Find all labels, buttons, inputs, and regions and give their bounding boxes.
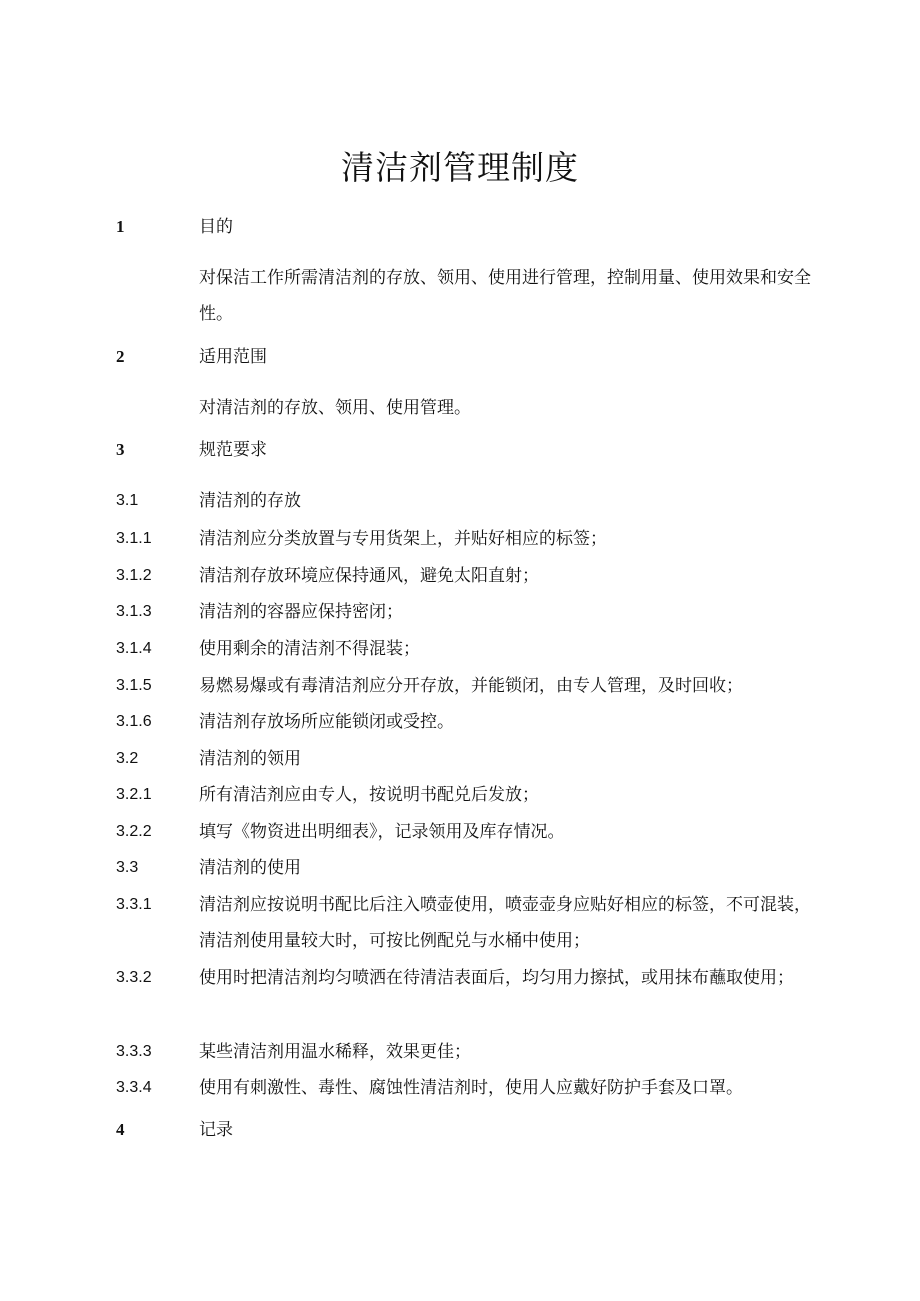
section-number: 4 <box>116 1120 125 1139</box>
section-number: 1 <box>116 217 125 236</box>
section-label: 目的 <box>199 217 233 237</box>
clause-row <box>0 671 920 701</box>
section-paragraph: 对保洁工作所需清洁剂的存放、领用、使用进行管理，控制用量、使用效果和安全性。 <box>199 268 811 324</box>
clause-number: 3.2 <box>116 750 139 767</box>
clause-number: 3.1 <box>116 492 139 509</box>
clause-number: 3.2.1 <box>116 786 152 803</box>
clause-text: 清洁剂的使用 <box>199 858 301 878</box>
clause-text: 清洁剂应分类放置与专用货架上，并贴好相应的标签； <box>199 529 607 549</box>
section-heading <box>0 212 920 242</box>
clause-text: 清洁剂应按说明书配比后注入喷壶使用，喷壶壶身应贴好相应的标签，不可混装，清洁剂使用量较大时，可按比例配兑与水桶中使用； <box>199 895 811 951</box>
section-paragraph: 对清洁剂的存放、领用、使用管理。 <box>199 398 471 418</box>
clause-number: 3.3 <box>116 859 139 876</box>
clause-text: 使用有刺激性、毒性、腐蚀性清洁剂时，使用人应戴好防护手套及口罩。 <box>199 1078 743 1098</box>
clause-row <box>0 780 920 810</box>
clause-row <box>0 1073 920 1103</box>
clause-text: 填写《物资进出明细表》，记录领用及库存情况。 <box>199 822 565 842</box>
section-heading <box>0 1115 920 1145</box>
clause-number: 3.1.2 <box>116 567 152 584</box>
section-label: 适用范围 <box>199 347 267 367</box>
clause-text: 清洁剂的容器应保持密闭； <box>199 602 403 622</box>
clause-row <box>0 707 920 737</box>
clause-text: 某些清洁剂用温水稀释，效果更佳； <box>199 1042 471 1062</box>
clause-text: 清洁剂的存放 <box>199 491 301 511</box>
clause-text: 清洁剂的领用 <box>199 749 301 769</box>
clause-row <box>0 597 920 627</box>
clause-row <box>0 634 920 664</box>
clause-row <box>0 853 920 883</box>
clause-number: 3.3.4 <box>116 1079 152 1096</box>
clause-row <box>0 963 920 1035</box>
section-label: 记录 <box>199 1120 233 1140</box>
clause-number: 3.1.5 <box>116 677 152 694</box>
clause-number: 3.3.2 <box>116 969 152 986</box>
clause-row <box>0 486 920 516</box>
clause-number: 3.1.3 <box>116 603 152 620</box>
clause-number: 3.1.6 <box>116 713 152 730</box>
clause-number: 3.1.4 <box>116 640 152 657</box>
clause-text: 使用剩余的清洁剂不得混装； <box>199 639 420 659</box>
section-label: 规范要求 <box>199 440 267 460</box>
clause-row <box>0 524 920 554</box>
clause-text: 易燃易爆或有毒清洁剂应分开存放，并能锁闭，由专人管理，及时回收； <box>199 676 743 696</box>
section-number: 3 <box>116 440 125 459</box>
clause-row <box>0 890 920 962</box>
clause-row <box>0 1037 920 1067</box>
clause-number: 3.3.1 <box>116 896 152 913</box>
clause-row <box>0 817 920 847</box>
clause-text: 清洁剂存放环境应保持通风，避免太阳直射； <box>199 566 539 586</box>
clause-text: 清洁剂存放场所应能锁闭或受控。 <box>199 712 454 732</box>
clause-text: 所有清洁剂应由专人，按说明书配兑后发放； <box>199 785 539 805</box>
section-number: 2 <box>116 347 125 366</box>
section-heading <box>0 435 920 465</box>
clause-row <box>0 744 920 774</box>
clause-text: 使用时把清洁剂均匀喷洒在待清洁表面后，均匀用力擦拭，或用抹布蘸取使用； <box>199 968 794 988</box>
document-title: 清洁剂管理制度 <box>341 148 579 187</box>
clause-number: 3.2.2 <box>116 823 152 840</box>
section-heading <box>0 342 920 372</box>
clause-number: 3.3.3 <box>116 1043 152 1060</box>
clause-row <box>0 561 920 591</box>
clause-number: 3.1.1 <box>116 530 152 547</box>
